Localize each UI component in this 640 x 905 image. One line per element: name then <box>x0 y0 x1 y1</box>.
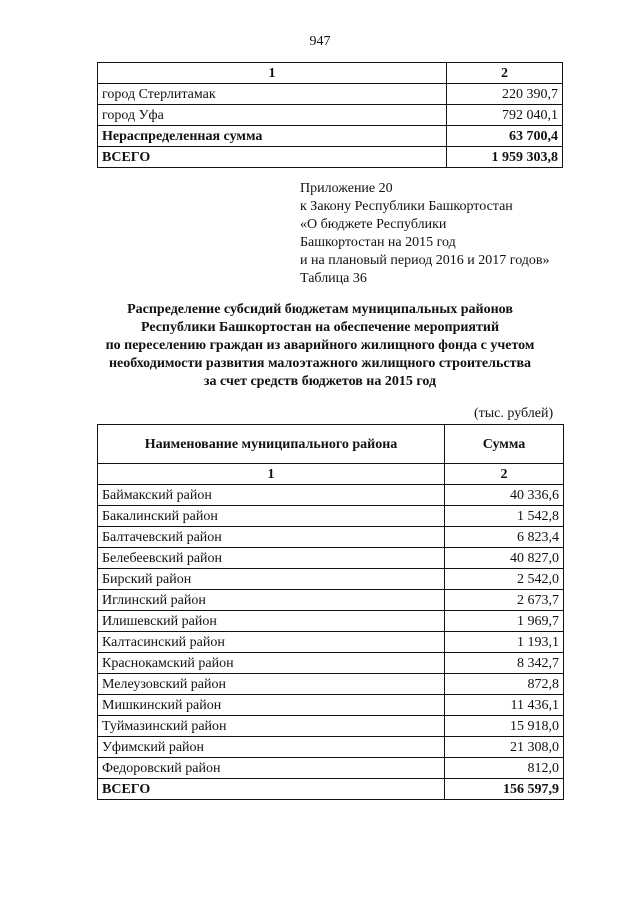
total-value: 1 959 303,8 <box>447 147 563 168</box>
row-name: Уфимский район <box>98 737 445 758</box>
row-value: 1 193,1 <box>445 632 564 653</box>
title-line: Республики Башкортостан на обеспечение мероприятий <box>140 320 500 335</box>
row-name: Краснокамский район <box>98 653 445 674</box>
total-row <box>98 779 564 800</box>
row-value: 2 542,0 <box>445 569 564 590</box>
table-row <box>98 653 564 674</box>
page-number: 947 <box>309 34 331 49</box>
table-row <box>98 632 564 653</box>
header-district-name: Наименование муниципального района <box>98 425 445 464</box>
row-name: Нераспределенная сумма <box>98 126 447 147</box>
column-number-2: 2 <box>445 464 564 485</box>
title-line: по переселению граждан из аварийного жилищного фонда с учетом <box>105 338 535 353</box>
row-name: Балтачевский район <box>98 527 445 548</box>
total-label: ВСЕГО <box>98 779 445 800</box>
table-row <box>98 611 564 632</box>
row-value: 1 969,7 <box>445 611 564 632</box>
column-number-1: 1 <box>98 63 447 84</box>
row-value: 15 918,0 <box>445 716 564 737</box>
table-row <box>98 674 564 695</box>
row-name: город Стерлитамак <box>98 84 447 105</box>
row-name: Федоровский район <box>98 758 445 779</box>
row-value: 63 700,4 <box>447 126 563 147</box>
row-name: Белебеевский район <box>98 548 445 569</box>
total-row <box>98 147 563 168</box>
appendix-line: Башкортостан на 2015 год <box>300 235 456 250</box>
column-number-1: 1 <box>98 464 445 485</box>
header-amount: Сумма <box>445 425 564 464</box>
row-name: Баймакский район <box>98 485 445 506</box>
table-row <box>98 527 564 548</box>
table-row <box>98 126 563 147</box>
title-line: Распределение субсидий бюджетам муниципальных районов <box>127 302 513 317</box>
row-value: 40 336,6 <box>445 485 564 506</box>
row-name: Бирский район <box>98 569 445 590</box>
row-value: 1 542,8 <box>445 506 564 527</box>
top-table <box>97 62 563 168</box>
row-name: Бакалинский район <box>98 506 445 527</box>
row-name: город Уфа <box>98 105 447 126</box>
table-header-row <box>98 425 564 464</box>
column-number-2: 2 <box>447 63 563 84</box>
appendix-line: и на плановый период 2016 и 2017 годов» <box>300 253 550 268</box>
table-row <box>98 737 564 758</box>
appendix-block <box>300 180 550 288</box>
title-line: за счет средств бюджетов на 2015 год <box>203 374 437 389</box>
row-value: 11 436,1 <box>445 695 564 716</box>
row-value: 8 342,7 <box>445 653 564 674</box>
table-row <box>98 716 564 737</box>
row-value: 872,8 <box>445 674 564 695</box>
table-row <box>98 84 563 105</box>
row-name: Калтасинский район <box>98 632 445 653</box>
units-label: (тыс. рублей) <box>474 406 554 421</box>
table-row <box>98 590 564 611</box>
row-value: 2 673,7 <box>445 590 564 611</box>
row-name: Илишевский район <box>98 611 445 632</box>
table-row <box>98 548 564 569</box>
table-row <box>98 695 564 716</box>
table-row <box>98 105 563 126</box>
row-value: 792 040,1 <box>447 105 563 126</box>
appendix-line: к Закону Республики Башкортостан <box>300 199 513 214</box>
table-header-row <box>98 63 563 84</box>
row-value: 21 308,0 <box>445 737 564 758</box>
document-title <box>0 301 640 391</box>
table-row <box>98 569 564 590</box>
appendix-line: Приложение 20 <box>300 181 393 196</box>
appendix-line: «О бюджете Республики <box>300 217 447 232</box>
table-row <box>98 758 564 779</box>
column-number-row <box>98 464 564 485</box>
row-value: 6 823,4 <box>445 527 564 548</box>
row-name: Мелеузовский район <box>98 674 445 695</box>
row-name: Иглинский район <box>98 590 445 611</box>
row-value: 40 827,0 <box>445 548 564 569</box>
row-value: 812,0 <box>445 758 564 779</box>
total-value: 156 597,9 <box>445 779 564 800</box>
total-label: ВСЕГО <box>98 147 447 168</box>
row-value: 220 390,7 <box>447 84 563 105</box>
table-row <box>98 485 564 506</box>
title-line: необходимости развития малоэтажного жилищного строительства <box>108 356 532 371</box>
main-table <box>97 424 564 800</box>
appendix-line: Таблица 36 <box>300 271 367 286</box>
table-row <box>98 506 564 527</box>
row-name: Туймазинский район <box>98 716 445 737</box>
row-name: Мишкинский район <box>98 695 445 716</box>
